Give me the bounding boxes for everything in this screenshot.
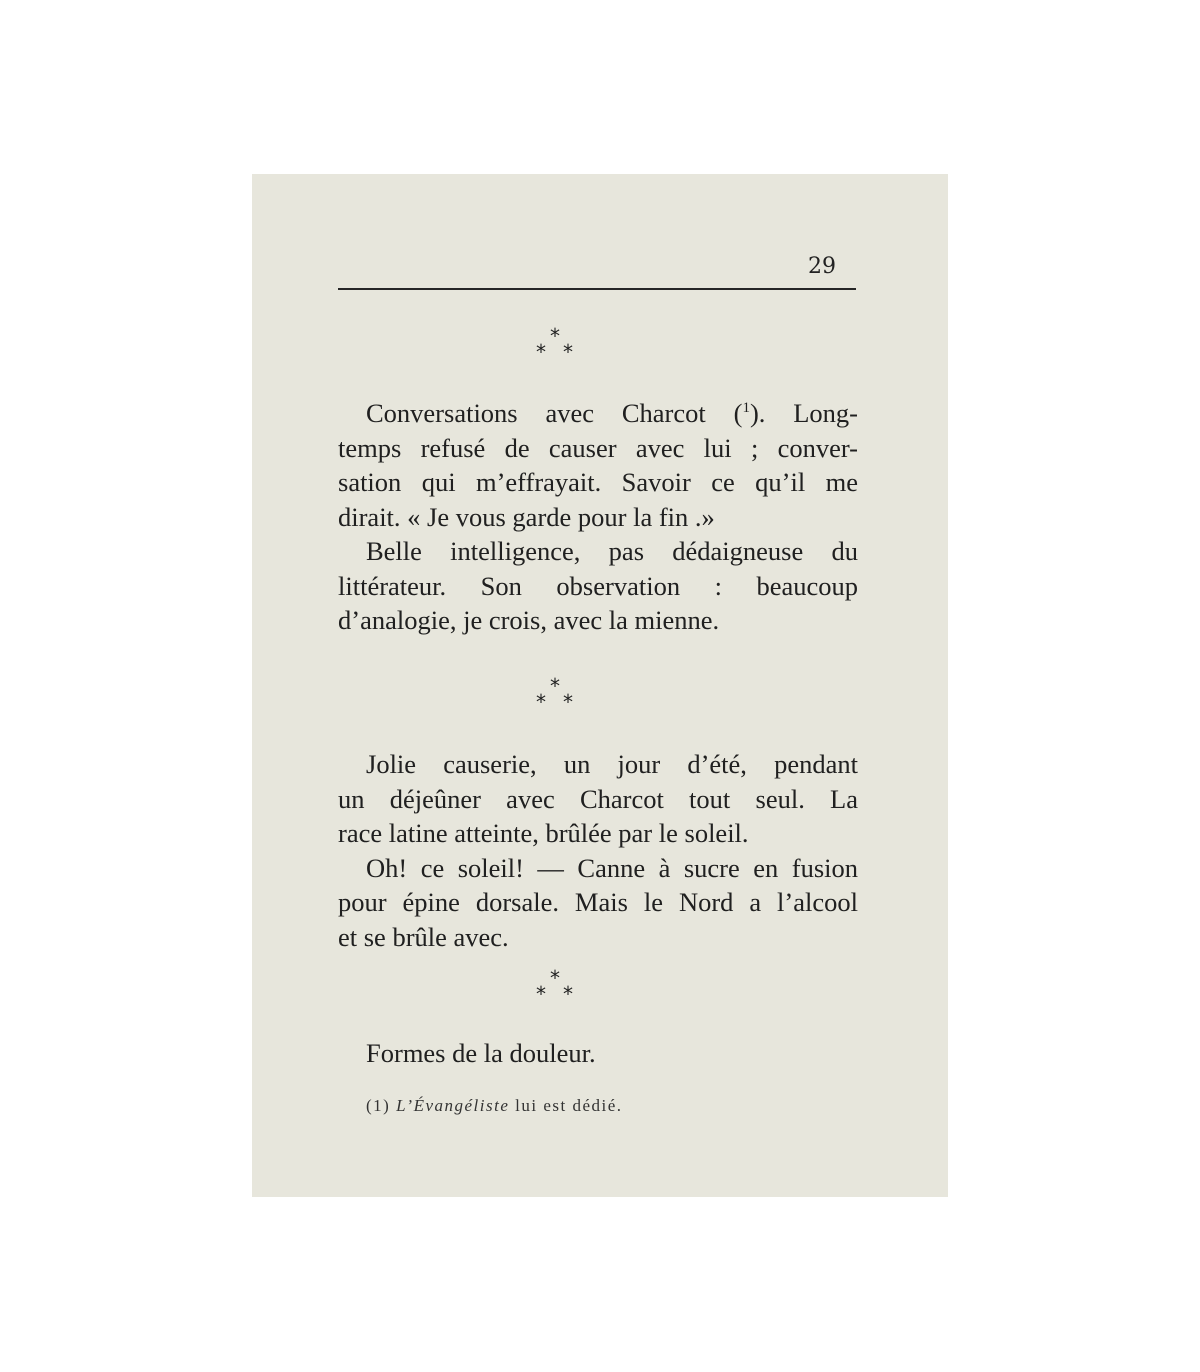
text-line: Oh! ce soleil! — Canne à sucre en fusion — [366, 852, 858, 883]
asterism-divider — [528, 968, 588, 1008]
text-line: et se brûle avec. — [338, 921, 509, 952]
asterism-star: * — [550, 966, 560, 990]
text-line: Conversations avec Charcot ($^1$). Long- — [366, 398, 859, 428]
paragraph-charcot-conversations — [338, 396, 858, 638]
text-line: sation qui m’effrayait. Savoir ce qu’il me — [338, 467, 858, 497]
text-line: un déjeûner avec Charcot tout seul. La — [338, 783, 858, 814]
running-head — [338, 254, 856, 290]
text-line: Jolie causerie, un jour d’été, pendant — [366, 749, 858, 779]
asterism-divider — [528, 326, 588, 366]
asterism-star: * — [563, 340, 573, 364]
asterism-star: * — [550, 674, 560, 698]
text-line: race latine atteinte, brûlée par le soleil. — [338, 818, 749, 848]
text-line: temps refusé de causer avec lui ; conver- — [338, 432, 858, 463]
asterism-star: * — [563, 690, 573, 714]
footnote-reference: 1 — [742, 400, 750, 417]
footnote — [366, 1096, 623, 1116]
text-line: littérateur. Son observation : beaucoup — [338, 570, 858, 601]
text-line: Belle intelligence, pas dédaigneuse du — [366, 536, 858, 566]
paragraph-forms-of-pain — [338, 1036, 858, 1071]
text-line: pour épine dorsale. Mais le Nord a l’alcool — [338, 887, 858, 917]
text-line: d’analogie, je crois, avec la mienne. — [338, 605, 720, 635]
asterism-star: * — [536, 982, 546, 1006]
footnote-text: lui est dédié. — [515, 1096, 623, 1115]
page-number: 29 — [808, 254, 836, 279]
asterism-star: * — [550, 324, 560, 348]
footnote-marker: (1) — [366, 1096, 391, 1115]
asterism-star: * — [563, 982, 573, 1006]
asterism-divider — [528, 676, 588, 716]
book-page — [252, 174, 948, 1197]
paragraph-lunch-with-charcot — [338, 747, 858, 954]
asterism-star: * — [536, 340, 546, 364]
text-line: dirait. « Je vous garde pour la fin .» — [338, 501, 715, 532]
asterism-star: * — [536, 690, 546, 714]
text-line: Formes de la douleur. — [366, 1038, 596, 1068]
footnote-title: L’Évangéliste — [396, 1096, 510, 1115]
